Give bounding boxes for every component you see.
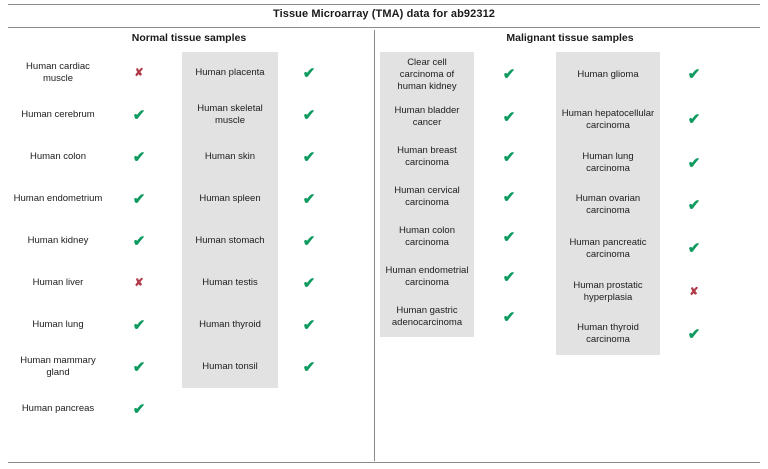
tick-glyph: ✔ — [302, 190, 316, 208]
tissue-label: Human pancreatic carcinoma — [556, 226, 660, 271]
tick-icon — [278, 136, 340, 178]
table-row — [556, 97, 728, 142]
normal-column-1 — [8, 52, 170, 430]
tick-icon — [660, 313, 728, 355]
table-row — [380, 52, 544, 97]
column-gap — [544, 52, 556, 355]
tissue-label: Human lung — [32, 319, 84, 330]
tick-glyph: ✔ — [687, 154, 701, 172]
tick-icon — [278, 304, 340, 346]
tick-icon — [108, 178, 170, 220]
table-row — [8, 388, 170, 430]
table-row — [556, 226, 728, 271]
tick-icon — [108, 346, 170, 388]
malignant-columns — [380, 52, 760, 355]
tissue-label: Human colon — [30, 151, 86, 162]
tick-glyph: ✔ — [302, 64, 316, 82]
tick-glyph: ✔ — [302, 274, 316, 292]
table-row — [8, 262, 170, 304]
tick-icon — [660, 97, 728, 142]
tick-glyph: ✔ — [687, 325, 701, 343]
table-row — [8, 52, 170, 94]
cross-icon — [108, 52, 170, 94]
tissue-label: Human thyroid — [182, 304, 278, 346]
tick-icon — [474, 297, 544, 337]
tissue-label: Human skin — [182, 136, 278, 178]
tissue-label: Human kidney — [27, 235, 89, 246]
table-row — [182, 304, 340, 346]
malignant-column-2 — [556, 52, 728, 355]
table-row — [556, 142, 728, 184]
tissue-label: Human glioma — [556, 52, 660, 97]
top-divider — [8, 4, 760, 5]
tissue-label: Human spleen — [182, 178, 278, 220]
table-row — [8, 346, 170, 388]
section-header-normal: Normal tissue samples — [131, 32, 247, 44]
tissue-label: Human stomach — [182, 220, 278, 262]
tick-icon — [278, 262, 340, 304]
tissue-label: Human cerebrum — [21, 109, 95, 120]
section-malignant-tissue — [380, 32, 760, 355]
tissue-label: Human ovarian carcinoma — [556, 184, 660, 226]
tissue-label: Human gastric adenocarcinoma — [380, 297, 474, 337]
table-row — [182, 52, 340, 94]
tick-glyph: ✔ — [302, 106, 316, 124]
column-gap — [170, 52, 182, 430]
normal-column-2 — [182, 52, 340, 430]
tick-icon — [660, 184, 728, 226]
tick-icon — [660, 52, 728, 97]
tissue-label: Clear cell carcinoma of human kidney — [380, 52, 474, 97]
table-row — [380, 217, 544, 257]
cross-glyph: ✘ — [134, 66, 144, 79]
tissue-label: Human placenta — [182, 52, 278, 94]
tick-glyph: ✔ — [302, 316, 316, 334]
tick-glyph: ✔ — [132, 400, 146, 418]
tick-glyph: ✔ — [502, 228, 516, 246]
tick-icon — [108, 136, 170, 178]
table-row — [556, 313, 728, 355]
tick-icon — [660, 142, 728, 184]
tissue-label: Human pancreas — [21, 403, 95, 414]
table-row — [182, 94, 340, 136]
tissue-label: Human cervical carcinoma — [380, 177, 474, 217]
bottom-divider — [8, 462, 760, 463]
table-row — [8, 136, 170, 178]
page-title: Tissue Microarray (TMA) data for ab92312 — [272, 8, 496, 20]
normal-columns — [8, 52, 370, 430]
tick-glyph: ✔ — [502, 188, 516, 206]
table-row — [556, 52, 728, 97]
tissue-label: Human skeletal muscle — [182, 94, 278, 136]
tick-glyph: ✔ — [502, 308, 516, 326]
tick-icon — [474, 217, 544, 257]
tissue-label: Human breast carcinoma — [380, 137, 474, 177]
section-divider — [374, 30, 375, 461]
tissue-label: Human mammary gland — [20, 355, 96, 378]
tick-glyph: ✔ — [132, 232, 146, 250]
tissue-label: Human tonsil — [182, 346, 278, 388]
cross-icon — [108, 262, 170, 304]
title-divider — [8, 27, 760, 28]
table-row — [182, 220, 340, 262]
section-header-malignant: Malignant tissue samples — [506, 32, 634, 44]
tick-icon — [474, 97, 544, 137]
table-row — [556, 271, 728, 313]
tick-glyph: ✔ — [302, 232, 316, 250]
tick-glyph: ✔ — [687, 240, 701, 257]
tick-glyph: ✔ — [502, 66, 516, 83]
tick-icon — [108, 220, 170, 262]
tick-icon — [474, 257, 544, 297]
tick-glyph: ✔ — [502, 268, 516, 286]
table-row — [380, 97, 544, 137]
table-row — [182, 262, 340, 304]
tick-icon — [660, 226, 728, 271]
tissue-label: Human hepatocellular carcinoma — [556, 97, 660, 142]
cross-glyph: ✘ — [689, 285, 699, 298]
tick-glyph: ✔ — [132, 358, 146, 376]
table-row — [8, 94, 170, 136]
table-row — [380, 177, 544, 217]
tissue-label: Human colon carcinoma — [380, 217, 474, 257]
table-row — [8, 304, 170, 346]
table-row — [182, 178, 340, 220]
tick-glyph: ✔ — [132, 316, 146, 334]
tick-glyph: ✔ — [502, 148, 516, 166]
tissue-label: Human bladder cancer — [380, 97, 474, 137]
tick-glyph: ✔ — [132, 106, 146, 124]
tick-glyph: ✔ — [132, 190, 146, 208]
table-row — [556, 184, 728, 226]
table-row — [182, 346, 340, 388]
tick-glyph: ✔ — [687, 196, 701, 214]
tissue-label: Human endometrium — [13, 193, 103, 204]
table-row — [182, 136, 340, 178]
cross-glyph: ✘ — [134, 276, 144, 289]
section-normal-tissue — [8, 32, 370, 430]
tissue-label: Human liver — [32, 277, 84, 288]
table-row — [380, 297, 544, 337]
tick-icon — [278, 220, 340, 262]
tick-icon — [474, 137, 544, 177]
tissue-label: Human endometrial carcinoma — [380, 257, 474, 297]
table-row — [380, 257, 544, 297]
tick-icon — [278, 346, 340, 388]
tick-icon — [278, 94, 340, 136]
tick-icon — [474, 177, 544, 217]
tick-icon — [278, 178, 340, 220]
tissue-label: Human testis — [182, 262, 278, 304]
cross-icon — [660, 271, 728, 313]
tick-icon — [108, 94, 170, 136]
tissue-label: Human lung carcinoma — [556, 142, 660, 184]
tick-glyph: ✔ — [687, 111, 701, 128]
table-row — [380, 137, 544, 177]
tick-glyph: ✔ — [132, 148, 146, 166]
tick-icon — [108, 304, 170, 346]
tissue-label: Human thyroid carcinoma — [556, 313, 660, 355]
tick-glyph: ✔ — [687, 66, 701, 83]
tissue-label: Human prostatic hyperplasia — [556, 271, 660, 313]
tick-icon — [108, 388, 170, 430]
malignant-column-1 — [380, 52, 544, 355]
tick-glyph: ✔ — [302, 148, 316, 166]
tick-icon — [474, 52, 544, 97]
tissue-label: Human cardiac muscle — [26, 61, 90, 84]
table-row — [8, 220, 170, 262]
tick-glyph: ✔ — [502, 108, 516, 126]
tick-glyph: ✔ — [302, 358, 316, 376]
tick-icon — [278, 52, 340, 94]
table-row — [8, 178, 170, 220]
